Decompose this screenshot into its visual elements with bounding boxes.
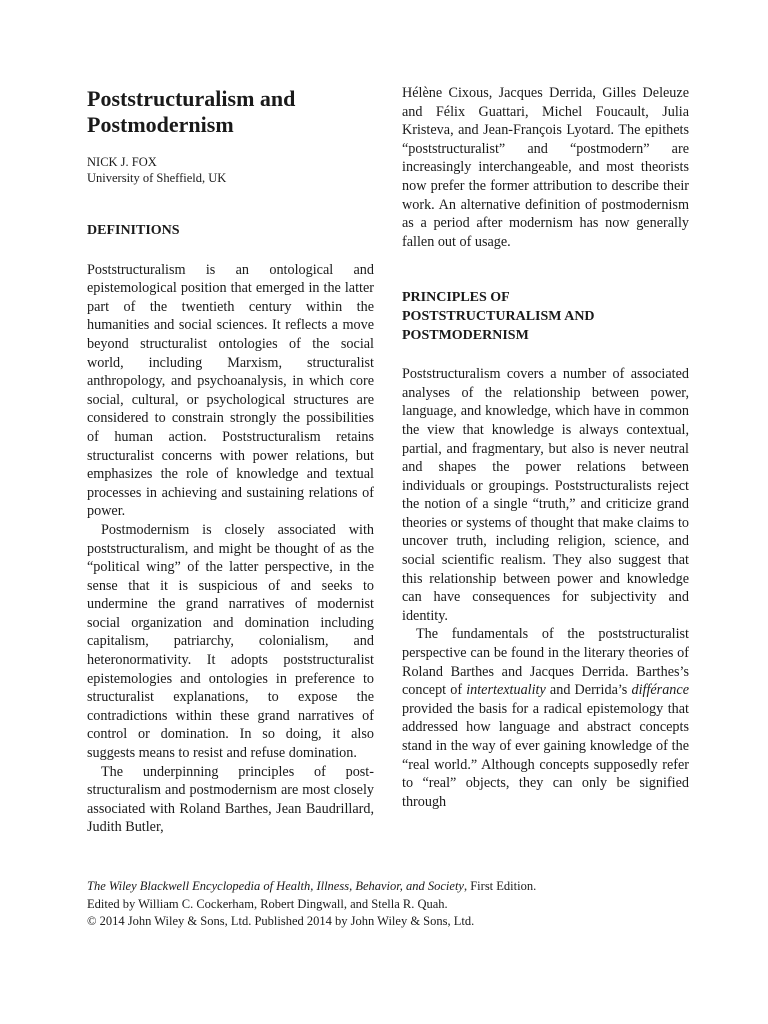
author-affiliation: University of Sheffield, UK <box>87 171 227 185</box>
principles-heading-line-1: PRINCIPLES OF <box>402 290 510 306</box>
definitions-paragraph-2: Postmodernism is closely associated with poststructuralism, and might be thought of as the “political wing” of the latter perspective, in the sense that it is suspicious of and seeks to undermine the grand narratives of modernist social organization and domination including capitalism, patriarchy, colonialism, and heteronormativity. It adopts poststructuralist epistemologies and ontologies in preference to structuralist explanations, to expose the contradictions within these grand narratives of control or domination. In so doing, it also suggests means to resist and refuse domination. <box>87 521 374 762</box>
definitions-heading: DEFINITIONS <box>87 223 180 238</box>
term-differance: différance <box>631 682 689 699</box>
principles-paragraph-2 <box>402 625 689 811</box>
principles-paragraph-2-text-b: and Derrida’s <box>545 682 632 699</box>
definitions-paragraph-3-continued: Hélène Cixous, Jacques Derrida, Gilles Deleuze and Félix Guattari, Michel Foucault, Julia Kristeva, and Jean-François Lyotard. The epithets “poststructuralist” and “postmodern” are increasingly interchangeable, and most theorists now prefer the former attribution to describe their work. An alternative definition of postmodernism as a period after modernism has now generally fallen out of usage. <box>402 85 689 250</box>
left-column <box>87 84 374 837</box>
right-column <box>402 84 689 811</box>
definitions-paragraph-3: The underpinning principles of poststructuralism and postmodernism are most closely associated with Roland Barthes, Jean Baudrillard, Judith Butler, <box>87 763 374 836</box>
principles-heading-line-3: POSTMODERNISM <box>402 327 529 343</box>
publication-footer <box>87 878 687 931</box>
footer-copyright: © 2014 John Wiley & Sons, Ltd. Published 2014 by John Wiley & Sons, Ltd. <box>87 914 475 928</box>
article-title-line-1: Poststructuralism and <box>87 86 296 111</box>
principles-heading <box>402 289 689 345</box>
principles-heading-line-2: POSTSTRUCTURALISM AND <box>402 308 595 324</box>
article-title <box>87 86 374 138</box>
principles-paragraph-1: Poststructuralism covers a number of associated analyses of the relationship between power, language, and knowledge, which have in common the view that knowledge is always contextual, partial, and fragmentary, but also is never neutral and shapes the power relations between individuals or groupings. Poststructuralists reject the notion of a single “truth,” and criticize grand theories or systems of thought that make claims to uncover truth, including religion, science, and social scientific realism. They also suggest that this relationship between power and knowledge can have consequences for subjectivity and identity. <box>402 366 689 624</box>
author-name: NICK J. FOX <box>87 155 157 169</box>
term-intertextuality: intertextuality <box>466 682 546 699</box>
footer-citation <box>87 878 687 896</box>
footer-edition: , First Edition. <box>463 879 537 893</box>
definitions-paragraph-1: Poststructuralism is an ontological and epistemological position that emerged in the latter part of the twentieth century within the humanities and social sciences. It reflects a move beyond structuralist ontologies of the social world, including Marxism, structuralist anthropology, and psychoanalysis, in which core social, cultural, or psychological structures are considered to constrain strongly the possibilities of human action. Poststructuralism retains structuralist concerns with power relations, but emphasizes the role of knowledge and textual processes in achieving and sustaining relations of power. <box>87 261 374 520</box>
footer-book-title: The Wiley Blackwell Encyclopedia of Health, Illness, Behavior, and Society <box>87 879 464 893</box>
principles-paragraph-2-text-c: provided the basis for a radical epistemology that addressed how language and abstract concepts stand in the way of ever gaining knowledge of the “real world.” Although concepts supposedly refer to “real” objects, they can only be signified through <box>402 700 689 810</box>
footer-editors: Edited by William C. Cockerham, Robert Dingwall, and Stella R. Quah. <box>87 896 448 911</box>
article-title-line-2: Postmodernism <box>87 112 234 137</box>
principles-paragraph-2-text-a: The fundamentals of the poststructuralist perspective can be found in the literary theories of Roland Barthes and Jacques Derrida. Barthes’s concept of <box>402 626 689 699</box>
